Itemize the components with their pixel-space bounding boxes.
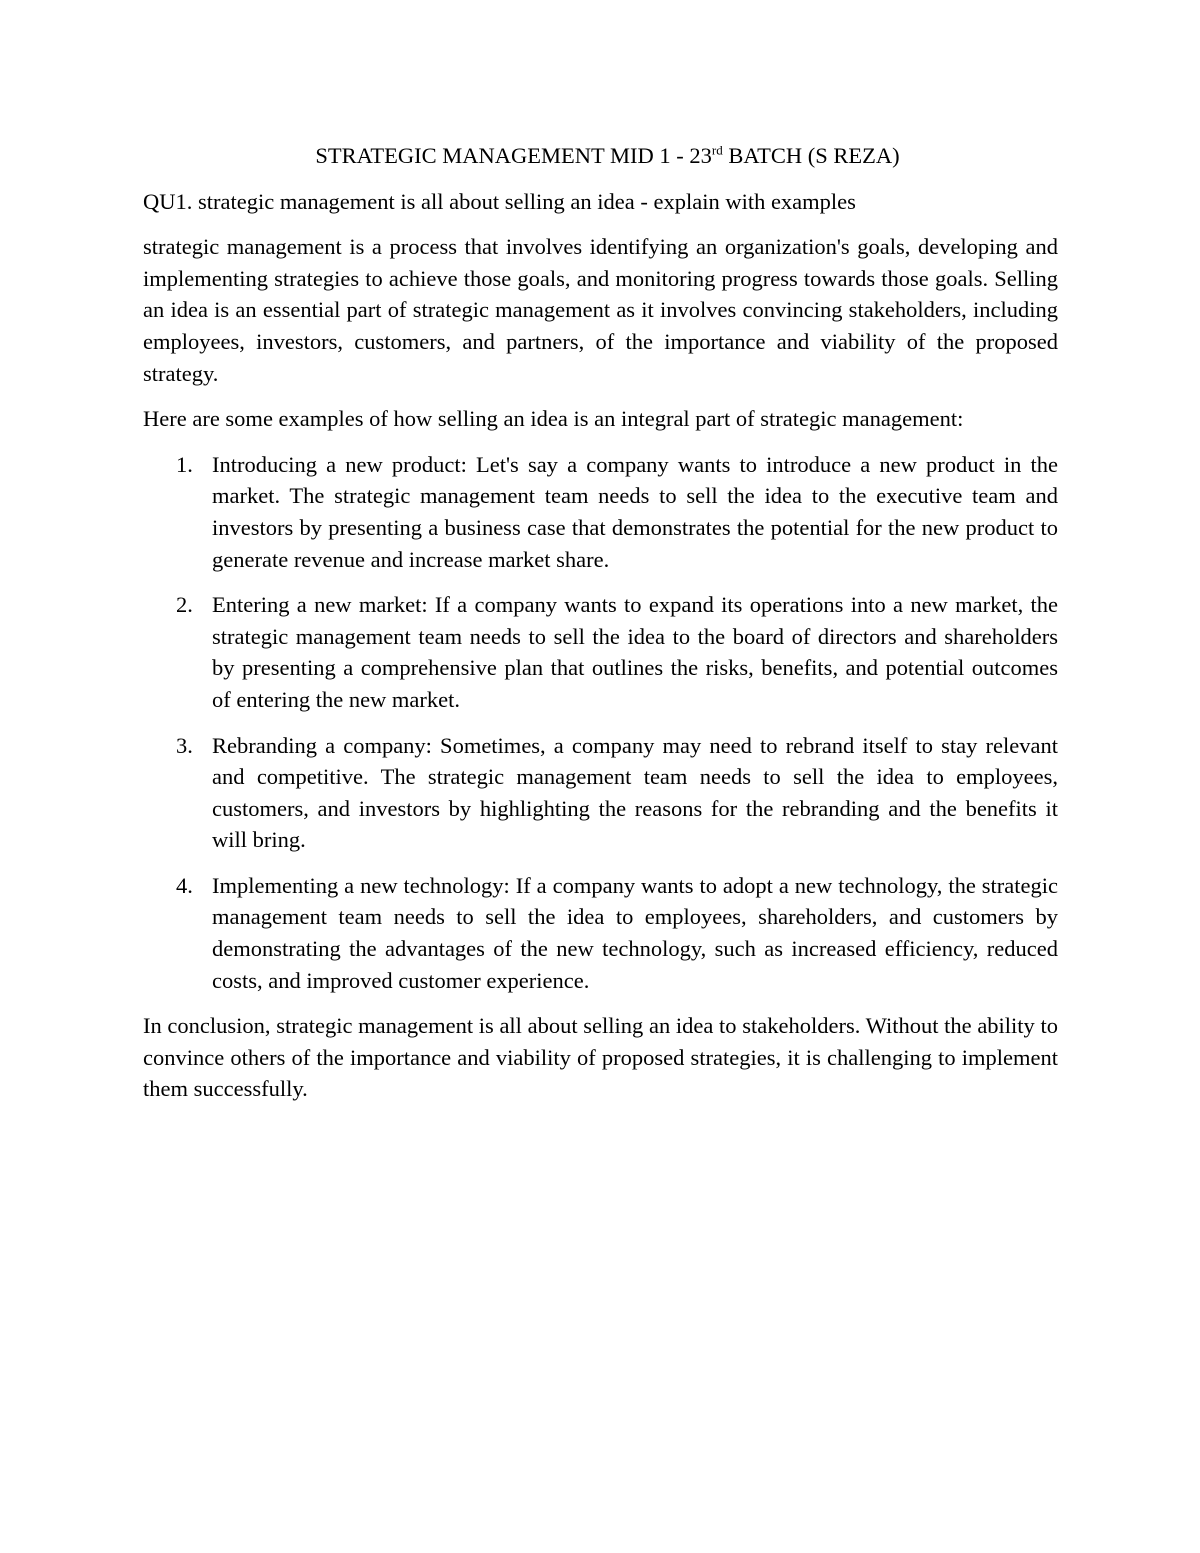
title-prefix: STRATEGIC MANAGEMENT MID 1 - 23 [315, 143, 712, 168]
list-item [143, 589, 1058, 715]
list-item [143, 730, 1058, 856]
list-item-number: 2. [176, 592, 193, 618]
list-item-text: Introducing a new product: Let's say a company wants to introduce a new product in the market. The strategic management team needs to sell the idea to the executive team and investors by presenting a business case that demonstrates the potential for the new product to generate revenue and increase market share. [212, 451, 1058, 572]
list-item-text: Rebranding a company: Sometimes, a company may need to rebrand itself to stay relevant and competitive. The strategic management team needs to sell the idea to employees, customers, and investors by highlighting the reasons for the rebranding and the benefits it will bring. [212, 732, 1058, 853]
document-page [143, 140, 1058, 1105]
conclusion-paragraph: In conclusion, strategic management is all about selling an idea to stakeholders. Without the ability to convince others of the importance and viability of proposed strategies, it is challenging to implement them successfully. [143, 1013, 1058, 1102]
list-item-number: 4. [176, 872, 193, 898]
list-item-number: 1. [176, 451, 193, 477]
list-item [143, 449, 1058, 575]
list-item-number: 3. [176, 732, 193, 758]
question-text: QU1. strategic management is all about selling an idea - explain with examples [143, 188, 856, 214]
examples-list [143, 449, 1058, 997]
title-superscript: rd [711, 142, 723, 158]
definition-paragraph: strategic management is a process that involves identifying an organization's goals, developing and implementing strategies to achieve those goals, and monitoring progress towards those goals. Selling an idea is an essential part of strategic management as it involves convincing stakeholders, including employees, investors, customers, and partners, of the importance and viability of the proposed strategy. [143, 234, 1058, 386]
list-item [143, 870, 1058, 996]
list-item-text: Entering a new market: If a company wants to expand its operations into a new market, the strategic management team needs to sell the idea to the board of directors and shareholders by presenting a comprehensive plan that outlines the risks, benefits, and potential outcomes of entering the new market. [212, 592, 1058, 712]
list-item-text: Implementing a new technology: If a company wants to adopt a new technology, the strategic management team needs to sell the idea to employees, shareholders, and customers by demonstrating the advantages of the new technology, such as increased efficiency, reduced costs, and improved customer experience. [212, 872, 1058, 993]
title-suffix: BATCH (S REZA) [722, 143, 900, 168]
examples-intro: Here are some examples of how selling an idea is an integral part of strategic management: [143, 406, 964, 432]
document-title [143, 140, 1058, 172]
